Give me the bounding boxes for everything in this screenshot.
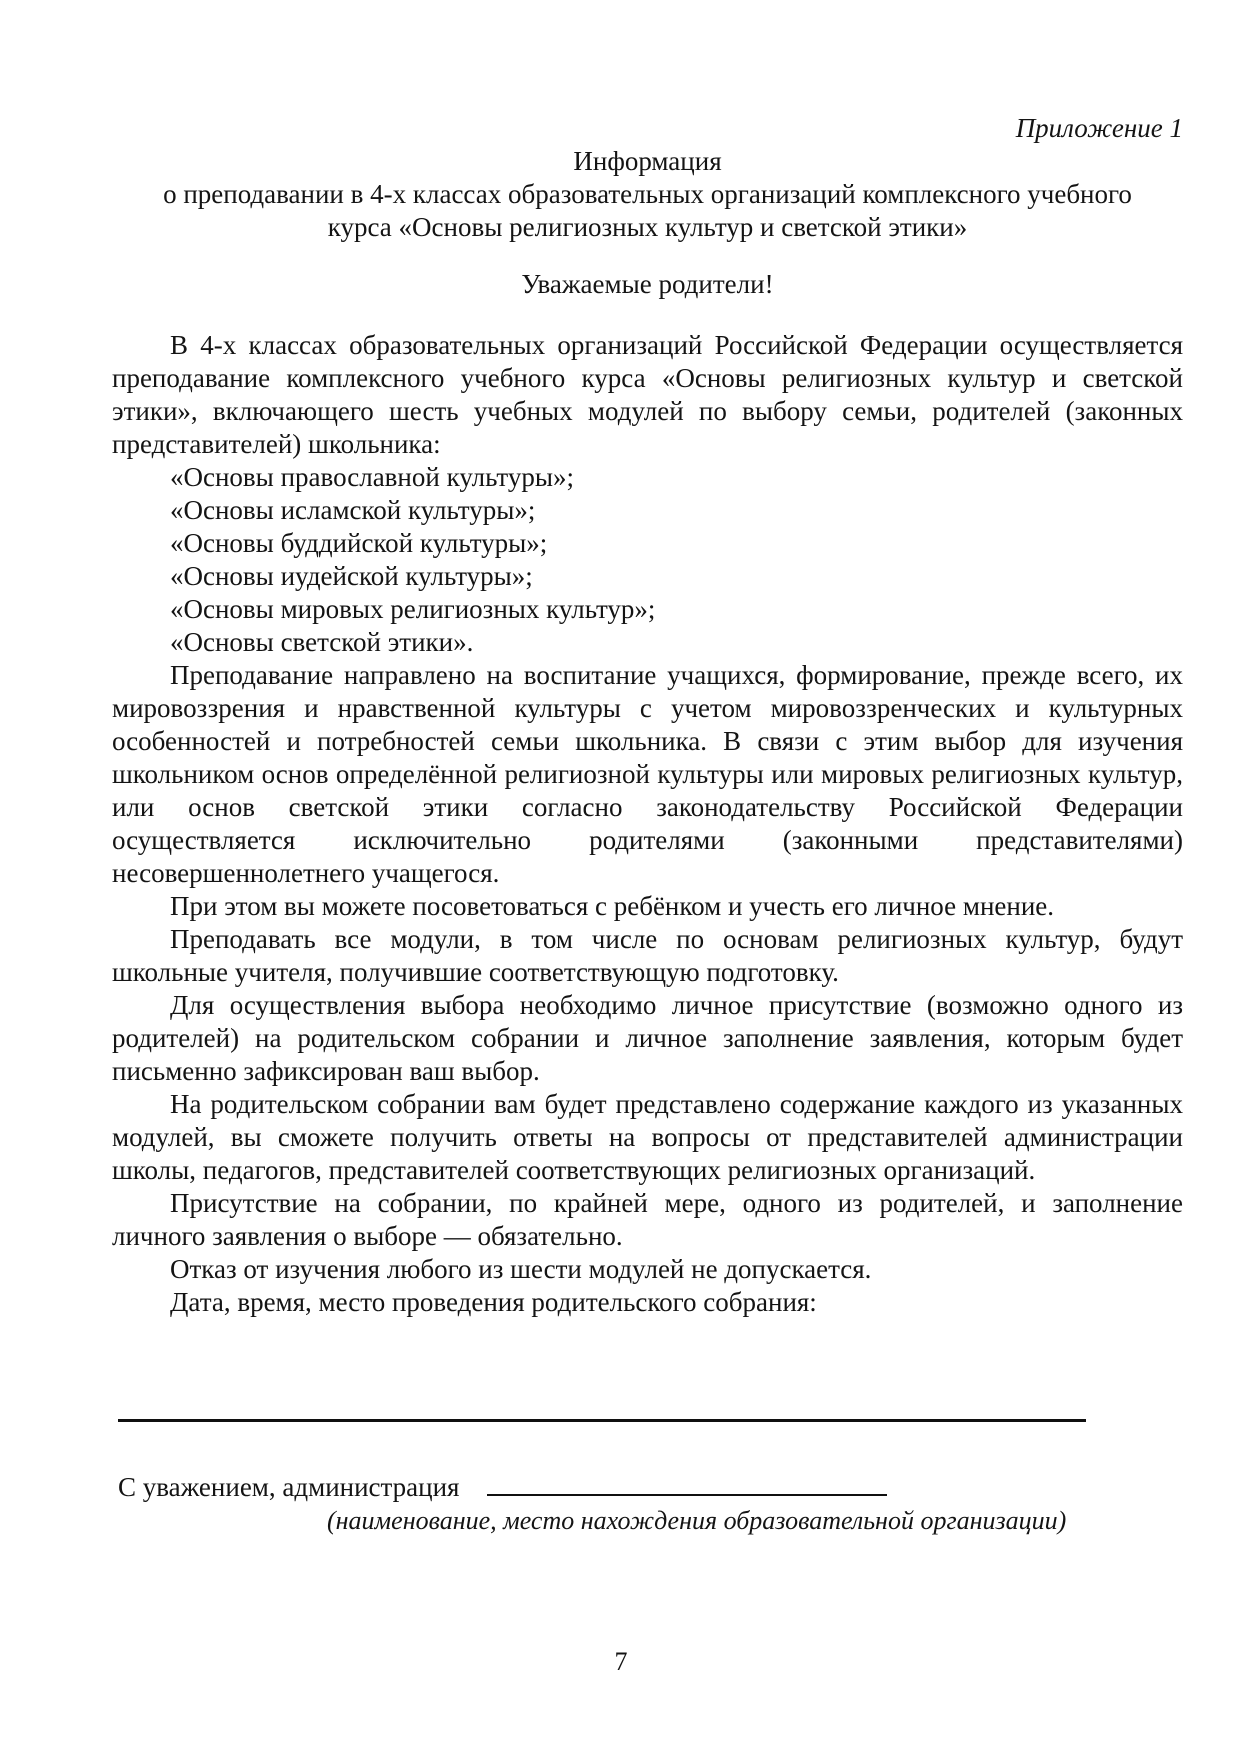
page-number: 7 — [614, 1647, 628, 1676]
appendix-label: Приложение 1 — [1015, 113, 1183, 143]
meeting-details-blank-line — [118, 1419, 1086, 1422]
module-item-buddhist: «Основы буддийской культуры»; — [170, 528, 548, 558]
paragraph-meeting-content: На родительском собрании вам будет представлено содержание каждого из указанных модулей, вы сможете получить ответы на вопросы от представителей администрации школы, педагогов, представителей соответствующих религиозных организаций. — [112, 1089, 1183, 1185]
signature-caption: (наименование, место нахождения образовательной организации) — [327, 1506, 1067, 1535]
paragraph-meeting-datetime: Дата, время, место проведения родительского собрания: — [170, 1287, 817, 1317]
paragraph-intro: В 4-х классах образовательных организаций Российской Федерации осуществляется преподавание комплексного учебного курса «Основы религиозных культур и светской этики», включающего шесть учебных модулей по выбору семьи, родителей (законных представителей) школьника: — [112, 330, 1183, 459]
signature-prefix: С уважением, администрация — [118, 1472, 460, 1502]
doc-subtitle — [112, 178, 1183, 244]
paragraph-consult-child: При этом вы можете посоветоваться с ребёнком и учесть его личное мнение. — [170, 891, 1055, 921]
organization-name-blank-line — [487, 1470, 887, 1496]
module-item-secular-ethics: «Основы светской этики». — [170, 627, 474, 657]
module-item-orthodox: «Основы православной культуры»; — [170, 462, 574, 492]
salutation: Уважаемые родители! — [521, 269, 774, 299]
paragraph-teaching-goal: Преподавание направлено на воспитание учащихся, формирование, прежде всего, их мировоззрения и нравственной культуры с учетом мировоззренческих и культурных особенностей и потребностей семьи школьника. В связи с этим выбор для изучения школьником основ определённой религиозной культуры или мировых религиозных культур, или основ светской этики согласно законодательству Российской Федерации осуществляется исключительно родителями (законными представителями) несовершеннолетнего учащегося. — [112, 660, 1183, 888]
module-list — [112, 461, 1183, 659]
page-title: Информация — [573, 146, 722, 176]
paragraph-attendance-required: Присутствие на собрании, по крайней мере, одного из родителей, и заполнение личного заявления о выборе — обязательно. — [112, 1188, 1183, 1251]
paragraph-refusal: Отказ от изучения любого из шести модулей не допускается. — [170, 1254, 872, 1284]
doc-subtitle-line-1: о преподавании в 4-х классах образовательных организаций комплексного учебного — [163, 179, 1132, 209]
signature-row — [118, 1470, 1183, 1504]
module-item-judaic: «Основы иудейской культуры»; — [170, 561, 533, 591]
doc-subtitle-line-2: курса «Основы религиозных культур и светской этики» — [327, 212, 968, 242]
paragraph-personal-presence: Для осуществления выбора необходимо личное присутствие (возможно одного из родителей) на родительском собрании и личное заполнение заявления, которым будет письменно зафиксирован ваш выбор. — [112, 990, 1183, 1086]
paragraph-teachers: Преподавать все модули, в том числе по основам религиозных культур, будут школьные учителя, получившие соответствующую подготовку. — [112, 924, 1183, 987]
module-item-islamic: «Основы исламской культуры»; — [170, 495, 536, 525]
module-item-world-religions: «Основы мировых религиозных культур»; — [170, 594, 656, 624]
document-body — [112, 329, 1183, 1319]
